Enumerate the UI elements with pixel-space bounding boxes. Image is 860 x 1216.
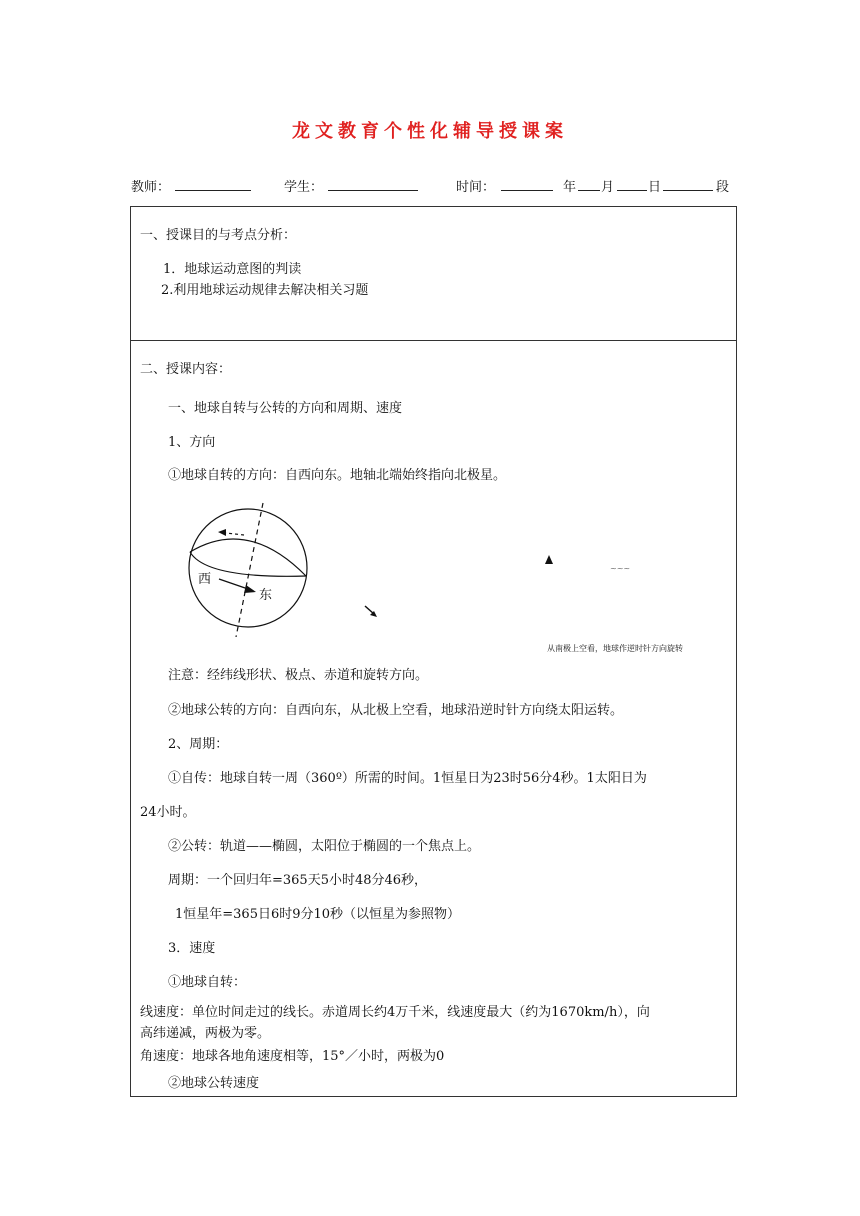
revolution-direction-text: ②地球公转的方向：自西向东，从北极上空看，地球沿逆时针方向绕太阳运转。 <box>168 703 624 718</box>
content-heading: 二、授课内容： <box>140 362 232 377</box>
rotation-arrow-front <box>219 579 248 589</box>
earth-rotation-diagram <box>186 497 316 637</box>
teacher-blank <box>175 176 251 191</box>
linear-speed-text-cont: 高纬递减，两极为零。 <box>140 1026 271 1041</box>
rotation-period-text-cont: 24小时。 <box>140 805 196 820</box>
day-blank <box>617 176 647 191</box>
month-blank <box>578 176 600 191</box>
direction-heading: 1、方向 <box>168 435 216 450</box>
period-blank <box>663 176 713 191</box>
year-blank <box>501 176 553 191</box>
period-label: 段 <box>716 180 730 195</box>
figure-caption: 从南极上空看，地球作逆时针方向旋转 <box>547 644 683 653</box>
sidereal-year-text: 1恒星年=365日6时9分10秒（以恒星为参照物） <box>175 907 461 922</box>
tropical-year-text: 周期：一个回归年=365天5小时48分46秒， <box>168 873 428 888</box>
angular-speed-text: 角速度：地球各地角速度相等，15°／小时，两极为0 <box>140 1049 445 1064</box>
objectives-heading: 一、授课目的与考点分析： <box>140 228 297 243</box>
student-blank <box>328 176 418 191</box>
period-heading: 2、周期： <box>168 737 229 752</box>
page-title: 龙文教育个性化辅导授课案 <box>292 121 568 142</box>
arrow-marker-up <box>543 554 555 566</box>
rotation-arrow-dashed <box>226 533 244 535</box>
revolution-period-text: ②公转：轨道——椭圆，太阳位于椭圆的一个焦点上。 <box>168 839 481 854</box>
label-west: 西 <box>198 572 212 587</box>
day-label: 日 <box>648 180 662 195</box>
figure-tiny-text: ~~~ <box>610 564 631 573</box>
arrowhead <box>218 529 226 536</box>
revolution-speed-heading: ②地球公转速度 <box>168 1076 260 1091</box>
month-label: 月 <box>601 180 615 195</box>
arrowhead <box>244 585 256 593</box>
note-text: 注意：经纬线形状、极点、赤道和旋转方向。 <box>168 668 429 683</box>
content-box <box>130 340 737 1097</box>
linear-speed-text: 线速度：单位时间走过的线长。赤道周长约4万千米，线速度最大（约为1670km/h），向 <box>140 1005 650 1020</box>
section-heading: 一、地球自转与公转的方向和周期、速度 <box>168 401 403 416</box>
label-east: 东 <box>259 588 273 603</box>
speed-heading: 3．速度 <box>168 941 216 956</box>
rotation-speed-heading: ①地球自转： <box>168 975 247 990</box>
objective-item: 1．地球运动意图的判读 <box>163 262 302 277</box>
time-label: 时间： <box>456 180 496 195</box>
teacher-label: 教师： <box>131 180 171 195</box>
objective-item: 2.利用地球运动规律去解决相关习题 <box>161 283 369 298</box>
year-label: 年 <box>563 180 577 195</box>
objectives-box <box>130 206 737 341</box>
arrow-marker-diagonal <box>363 604 379 620</box>
rotation-direction-text: ①地球自转的方向：自西向东。地轴北端始终指向北极星。 <box>168 468 507 483</box>
student-label: 学生： <box>284 180 324 195</box>
earth-axis <box>236 503 263 637</box>
rotation-period-text: ①自传：地球自转一周（360º）所需的时间。1恒星日为23时56分4秒。1太阳日为 <box>168 771 647 786</box>
